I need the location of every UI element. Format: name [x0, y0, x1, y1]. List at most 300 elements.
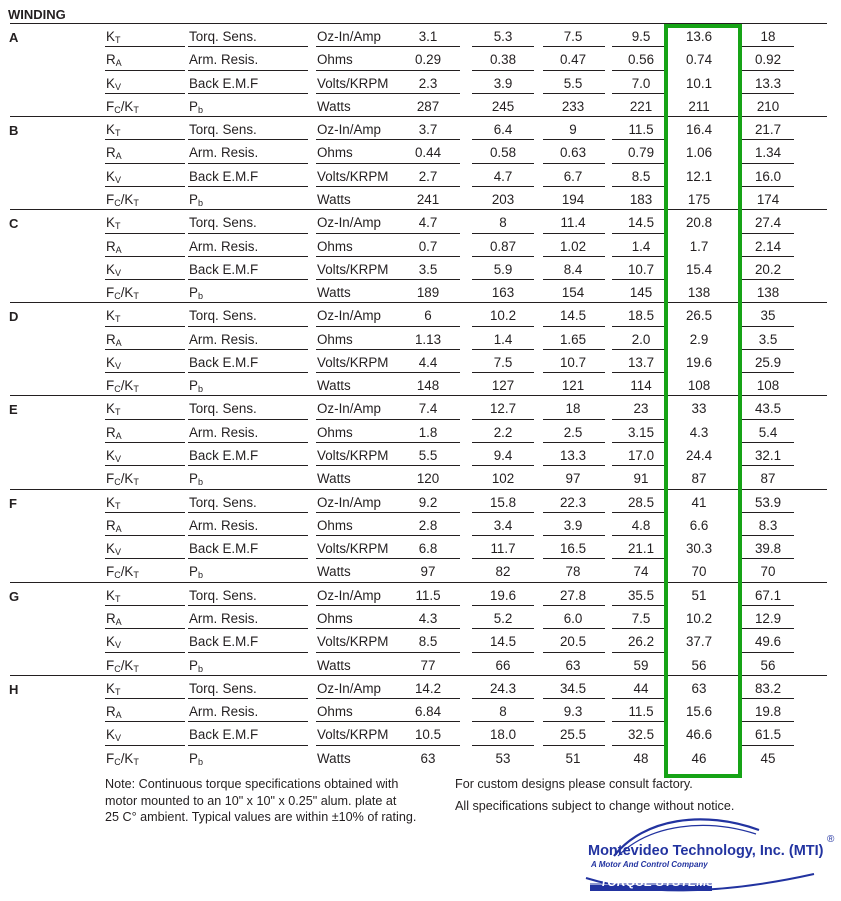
value-cell: 13.7: [627, 354, 655, 370]
param-name-text: Torq. Sens.: [189, 587, 257, 603]
param-symbol: [106, 536, 121, 559]
symbol-subscript: T: [133, 291, 139, 302]
param-unit: Ohms: [317, 424, 353, 440]
param-name: [189, 94, 203, 117]
param-name: [189, 187, 203, 210]
value-cell: 9: [569, 122, 577, 138]
param-unit: Oz-In/Amp: [317, 587, 381, 603]
param-symbol: [106, 71, 121, 94]
value-cell: 18: [565, 401, 581, 417]
symbol-subscript: A: [115, 617, 122, 627]
value-cell: 49.6: [754, 634, 782, 650]
value-cell: 10.2: [489, 308, 517, 324]
param-unit: Volts/KRPM: [317, 634, 389, 650]
value-cell: 2.8: [418, 517, 438, 533]
param-name-text: Back E.M.F: [189, 354, 259, 370]
value-cell: 83.2: [754, 680, 782, 696]
value-cell: 0.92: [754, 52, 782, 68]
value-cell: 12.1: [685, 168, 713, 184]
param-symbol: [106, 24, 120, 47]
param-unit: Oz-In/Amp: [317, 494, 381, 510]
symbol-subscript: T: [133, 756, 139, 767]
value-cell: 67.1: [754, 587, 782, 603]
param-unit: Ohms: [317, 517, 353, 533]
value-cell: 18.5: [627, 308, 655, 324]
param-name-text: Arm. Resis.: [189, 331, 259, 347]
value-cell: 5.4: [758, 424, 778, 440]
param-unit: Ohms: [317, 331, 353, 347]
param-symbol: [106, 559, 139, 582]
symbol-subscript: V: [114, 81, 121, 92]
value-cell: 9.3: [563, 704, 583, 720]
param-symbol: [106, 164, 121, 187]
symbol-subscript: A: [115, 337, 122, 348]
value-cell: 6: [424, 308, 432, 324]
param-name-text: Back E.M.F: [189, 448, 259, 464]
param-unit: Watts: [317, 471, 351, 487]
symbol-letter: F: [106, 471, 115, 487]
symbol-letter: F: [106, 191, 115, 207]
value-cell: 108: [756, 378, 780, 394]
symbol-subscript: A: [115, 523, 122, 534]
value-cell: 32.5: [627, 727, 655, 743]
value-cell: 0.38: [489, 52, 517, 68]
symbol-letter: F: [106, 98, 115, 114]
value-cell: 0.29: [414, 52, 442, 68]
value-cell: 0.56: [627, 52, 655, 68]
param-symbol: [106, 257, 121, 280]
param-symbol: [106, 140, 122, 163]
value-cell: 20.5: [559, 634, 587, 650]
param-name: [189, 303, 257, 326]
param-name: [189, 140, 258, 163]
param-symbol: [106, 606, 122, 629]
param-unit: Volts/KRPM: [317, 541, 389, 557]
note-left-line2: motor mounted to an 10" x 10" x 0.25" alum. plate at: [105, 793, 397, 808]
value-cell: 70: [691, 564, 707, 580]
value-cell: 2.9: [689, 331, 709, 347]
symbol-subscript: C: [114, 104, 121, 115]
symbol-letter: /K: [120, 564, 134, 580]
value-cell: 27.8: [559, 587, 587, 603]
param-name: [189, 373, 203, 396]
value-cell: 2.3: [418, 75, 438, 91]
value-cell: 12.7: [489, 401, 517, 417]
param-name-text: Arm. Resis.: [189, 611, 259, 626]
note-left: [105, 776, 416, 826]
symbol-letter: K: [106, 168, 115, 184]
value-cell: 203: [491, 191, 515, 207]
symbol-letter: K: [106, 261, 115, 277]
winding-header: WINDING: [8, 7, 66, 22]
value-cell: 8.3: [758, 517, 778, 533]
param-unit: Watts: [317, 657, 351, 673]
note-right: [455, 776, 734, 814]
param-name: [189, 71, 258, 94]
value-cell: 61.5: [754, 727, 782, 743]
value-cell: 16.0: [754, 168, 782, 184]
symbol-letter: R: [106, 517, 116, 533]
value-cell: 4.3: [689, 424, 709, 440]
value-cell: 11.7: [490, 541, 516, 557]
symbol-subscript: V: [114, 267, 121, 278]
value-cell: 46.6: [685, 727, 713, 743]
value-cell: 6.4: [493, 122, 513, 138]
param-name: [189, 676, 257, 699]
value-cell: 7.5: [631, 611, 651, 626]
param-unit: Volts/KRPM: [317, 75, 389, 91]
param-name: [189, 257, 258, 280]
value-cell: 7.5: [493, 354, 513, 370]
value-cell: 21.7: [754, 122, 782, 138]
value-cell: 14.5: [489, 634, 517, 650]
value-cell: 5.2: [493, 611, 513, 626]
logo-brand: TORQUE SYSTEMS: [600, 875, 715, 889]
value-cell: 26.5: [685, 308, 713, 324]
symbol-letter: /K: [120, 657, 134, 673]
value-cell: 17.0: [627, 448, 655, 464]
value-cell: 8: [499, 704, 507, 720]
param-symbol: [106, 466, 139, 489]
value-cell: 14.5: [627, 215, 655, 231]
value-cell: 97: [565, 471, 581, 487]
value-cell: 13.3: [754, 75, 782, 91]
value-cell: 3.15: [627, 424, 655, 440]
value-cell: 51: [691, 587, 707, 603]
value-cell: 97: [420, 564, 436, 580]
symbol-subscript: V: [114, 547, 121, 558]
winding-label: A: [9, 30, 19, 45]
symbol-letter: F: [106, 750, 115, 766]
symbol-subscript: T: [133, 104, 139, 115]
value-cell: 56: [691, 657, 707, 673]
value-cell: 39.8: [754, 541, 782, 557]
value-cell: 10.5: [414, 727, 442, 743]
note-right-line2: All specifications subject to change without notice.: [455, 798, 735, 813]
param-symbol: [106, 117, 120, 140]
symbol-subscript: C: [114, 477, 121, 488]
param-unit: Ohms: [317, 52, 353, 68]
symbol-subscript: V: [114, 454, 121, 465]
param-unit: Ohms: [317, 704, 353, 720]
symbol-letter: K: [106, 215, 115, 231]
param-name: [189, 327, 258, 350]
param-name: [189, 583, 257, 606]
value-cell: 22.3: [559, 494, 587, 510]
param-name-subscript: b: [197, 477, 203, 488]
value-cell: 211: [688, 98, 710, 114]
value-cell: 19.6: [489, 587, 517, 603]
value-cell: 20.2: [754, 261, 782, 277]
value-cell: 82: [495, 564, 511, 580]
value-cell: 14.5: [559, 308, 587, 324]
param-name-text: Torq. Sens.: [189, 122, 257, 138]
value-cell: 70: [760, 564, 776, 580]
value-cell: 183: [629, 191, 653, 207]
param-name-text: P: [189, 98, 198, 114]
value-cell: 87: [760, 471, 776, 487]
value-cell: 127: [491, 378, 515, 394]
value-cell: 56: [760, 657, 776, 673]
value-cell: 3.5: [418, 261, 438, 277]
value-cell: 24.3: [489, 680, 517, 696]
value-cell: 78: [565, 564, 581, 580]
symbol-subscript: T: [114, 314, 121, 325]
note-left-line3: 25 C° ambient. Typical values are within ±10% of rating.: [105, 810, 417, 824]
value-cell: 15.6: [685, 704, 713, 720]
param-unit: Ohms: [317, 238, 353, 254]
symbol-letter: R: [106, 52, 116, 68]
value-cell: 8.5: [418, 634, 438, 650]
value-cell: 0.58: [489, 145, 517, 161]
value-cell: 10.7: [559, 354, 587, 370]
value-cell: 35: [760, 308, 776, 324]
param-unit: Volts/KRPM: [317, 727, 389, 743]
param-name: [189, 490, 257, 513]
value-cell: 102: [491, 471, 515, 487]
symbol-letter: K: [106, 122, 115, 138]
value-cell: 138: [687, 285, 711, 301]
value-cell: 163: [491, 285, 515, 301]
param-name: [189, 699, 258, 722]
param-symbol: [106, 280, 139, 303]
param-name-subscript: b: [197, 384, 203, 395]
mti-logo: [584, 812, 840, 896]
logo-company-name: Montevideo Technology, Inc. (MTI): [588, 843, 824, 859]
symbol-letter: /K: [120, 285, 134, 301]
value-cell: 13.3: [559, 448, 587, 464]
value-cell: 114: [630, 378, 652, 394]
param-symbol: [106, 420, 122, 443]
param-name-text: P: [189, 750, 198, 766]
value-cell: 154: [561, 285, 585, 301]
param-symbol: [106, 629, 121, 652]
symbol-subscript: T: [114, 407, 121, 418]
logo-tagline: A Motor And Control Company: [591, 860, 708, 869]
value-cell: 9.4: [493, 448, 513, 464]
symbol-subscript: C: [114, 570, 121, 581]
value-cell: 1.4: [493, 331, 513, 347]
value-cell: 1.7: [689, 238, 709, 254]
param-symbol: [106, 676, 120, 699]
symbol-letter: R: [106, 424, 116, 440]
param-name: [189, 559, 203, 582]
value-cell: 3.5: [758, 331, 778, 347]
param-symbol: [106, 443, 121, 466]
symbol-subscript: C: [114, 197, 121, 208]
value-cell: 4.8: [631, 517, 651, 533]
param-name: [189, 629, 258, 652]
param-name: [189, 24, 257, 47]
symbol-letter: F: [106, 285, 115, 301]
symbol-subscript: A: [115, 430, 122, 441]
value-cell: 11.5: [628, 122, 654, 138]
param-name-text: Back E.M.F: [189, 75, 259, 91]
value-cell: 233: [561, 98, 585, 114]
value-cell: 16.5: [559, 541, 587, 557]
symbol-subscript: T: [133, 384, 139, 395]
symbol-subscript: T: [133, 197, 139, 208]
winding-label: F: [9, 495, 17, 511]
value-cell: 35.5: [627, 587, 655, 603]
value-cell: 2.2: [493, 424, 513, 440]
value-cell: 174: [756, 191, 780, 207]
param-name-text: P: [189, 285, 198, 301]
param-name-text: Torq. Sens.: [189, 215, 257, 231]
symbol-letter: F: [106, 378, 115, 394]
param-name: [189, 117, 257, 140]
param-name-text: Back E.M.F: [189, 727, 259, 743]
symbol-letter: R: [106, 238, 116, 254]
param-name: [189, 210, 257, 233]
param-name: [189, 536, 258, 559]
value-cell: 11.4: [560, 215, 586, 231]
param-name-text: Torq. Sens.: [189, 494, 257, 510]
value-cell: 19.6: [685, 354, 713, 370]
value-cell: 5.5: [418, 448, 438, 464]
param-unit: Oz-In/Amp: [317, 308, 381, 324]
param-name-text: Torq. Sens.: [189, 401, 257, 417]
value-cell: 0.63: [559, 145, 587, 161]
param-symbol: [106, 94, 139, 117]
value-cell: 1.8: [418, 424, 438, 440]
value-cell: 5.3: [493, 29, 513, 44]
param-unit: Watts: [317, 285, 351, 301]
value-cell: 53: [495, 750, 511, 766]
param-symbol: [106, 583, 120, 606]
symbol-letter: /K: [120, 471, 134, 487]
symbol-subscript: T: [114, 686, 121, 697]
param-unit: Volts/KRPM: [317, 354, 389, 370]
param-name-text: Arm. Resis.: [189, 145, 259, 161]
param-name: [189, 420, 258, 443]
param-unit: Ohms: [317, 145, 353, 161]
param-symbol: [106, 699, 122, 722]
value-cell: 26.2: [627, 634, 655, 650]
value-cell: 5.9: [493, 261, 513, 277]
value-cell: 8.5: [631, 168, 651, 184]
symbol-letter: R: [106, 145, 116, 161]
param-name-text: Arm. Resis.: [189, 238, 259, 254]
symbol-subscript: A: [115, 58, 122, 69]
param-name-subscript: b: [197, 663, 203, 674]
value-cell: 11.5: [628, 704, 654, 720]
value-cell: 34.5: [559, 680, 587, 696]
value-cell: 4.4: [418, 354, 438, 370]
value-cell: 32.1: [754, 448, 782, 464]
value-cell: 15.8: [489, 494, 517, 510]
symbol-letter: K: [106, 29, 115, 44]
value-cell: 1.02: [559, 238, 587, 254]
param-name-text: Arm. Resis.: [189, 517, 259, 533]
value-cell: 2.7: [418, 168, 438, 184]
param-symbol: [106, 396, 120, 419]
value-cell: 0.79: [627, 145, 655, 161]
value-cell: 3.9: [493, 75, 513, 91]
param-unit: Oz-In/Amp: [317, 122, 381, 138]
param-unit: Watts: [317, 98, 351, 114]
param-unit: Volts/KRPM: [317, 168, 389, 184]
param-unit: Oz-In/Amp: [317, 215, 381, 231]
symbol-letter: K: [106, 75, 115, 91]
value-cell: 21.1: [627, 541, 655, 557]
value-cell: 148: [416, 378, 440, 394]
param-name: [189, 653, 203, 676]
param-name-text: P: [189, 378, 198, 394]
param-unit: Oz-In/Amp: [317, 29, 381, 44]
value-cell: 63: [565, 657, 581, 673]
value-cell: 77: [420, 657, 436, 673]
param-name-text: Arm. Resis.: [189, 52, 259, 68]
winding-label: E: [9, 402, 18, 418]
value-cell: 37.7: [685, 634, 713, 650]
symbol-letter: K: [106, 401, 115, 417]
highlight-column-box: [664, 24, 742, 778]
value-cell: 3.1: [418, 29, 438, 44]
value-cell: 18.0: [489, 727, 517, 743]
value-cell: 45: [760, 750, 776, 766]
param-name: [189, 722, 258, 745]
symbol-letter: K: [106, 448, 115, 464]
value-cell: 241: [416, 191, 440, 207]
value-cell: 7.4: [418, 401, 438, 417]
symbol-subscript: T: [114, 593, 121, 604]
param-name-text: Torq. Sens.: [189, 680, 257, 696]
param-symbol: [106, 234, 122, 257]
symbol-subscript: V: [114, 640, 121, 651]
value-cell: 194: [561, 191, 585, 207]
value-cell: 0.44: [414, 145, 442, 161]
param-symbol: [106, 722, 121, 745]
param-symbol: [106, 653, 139, 676]
param-symbol: [106, 210, 120, 233]
value-cell: 59: [633, 657, 649, 673]
value-cell: 4.7: [493, 168, 513, 184]
value-cell: 27.4: [754, 215, 782, 231]
symbol-letter: F: [106, 657, 115, 673]
param-name: [189, 746, 203, 769]
symbol-letter: /K: [120, 378, 134, 394]
value-cell: 46: [691, 750, 707, 766]
symbol-subscript: A: [115, 244, 122, 255]
param-symbol: [106, 303, 120, 326]
value-cell: 74: [633, 564, 649, 580]
param-unit: Volts/KRPM: [317, 261, 389, 277]
value-cell: 221: [629, 98, 653, 114]
value-cell: 91: [633, 471, 649, 487]
value-cell: 287: [416, 98, 440, 114]
symbol-letter: K: [106, 354, 115, 370]
param-name-text: P: [189, 191, 198, 207]
symbol-subscript: T: [114, 35, 121, 45]
symbol-subscript: T: [114, 500, 121, 511]
param-symbol: [106, 47, 122, 70]
value-cell: 2.0: [631, 331, 651, 347]
value-cell: 41: [691, 494, 707, 510]
winding-label: H: [9, 681, 19, 697]
param-name-text: P: [189, 657, 198, 673]
value-cell: 7.0: [631, 75, 651, 91]
value-cell: 0.7: [418, 238, 438, 254]
value-cell: 1.65: [559, 331, 587, 347]
symbol-subscript: T: [133, 570, 139, 581]
param-unit: Oz-In/Amp: [317, 680, 381, 696]
param-name: [189, 234, 258, 257]
value-cell: 12.9: [754, 611, 782, 626]
symbol-letter: R: [106, 331, 116, 347]
value-cell: 8.4: [563, 261, 583, 277]
param-name: [189, 280, 203, 303]
